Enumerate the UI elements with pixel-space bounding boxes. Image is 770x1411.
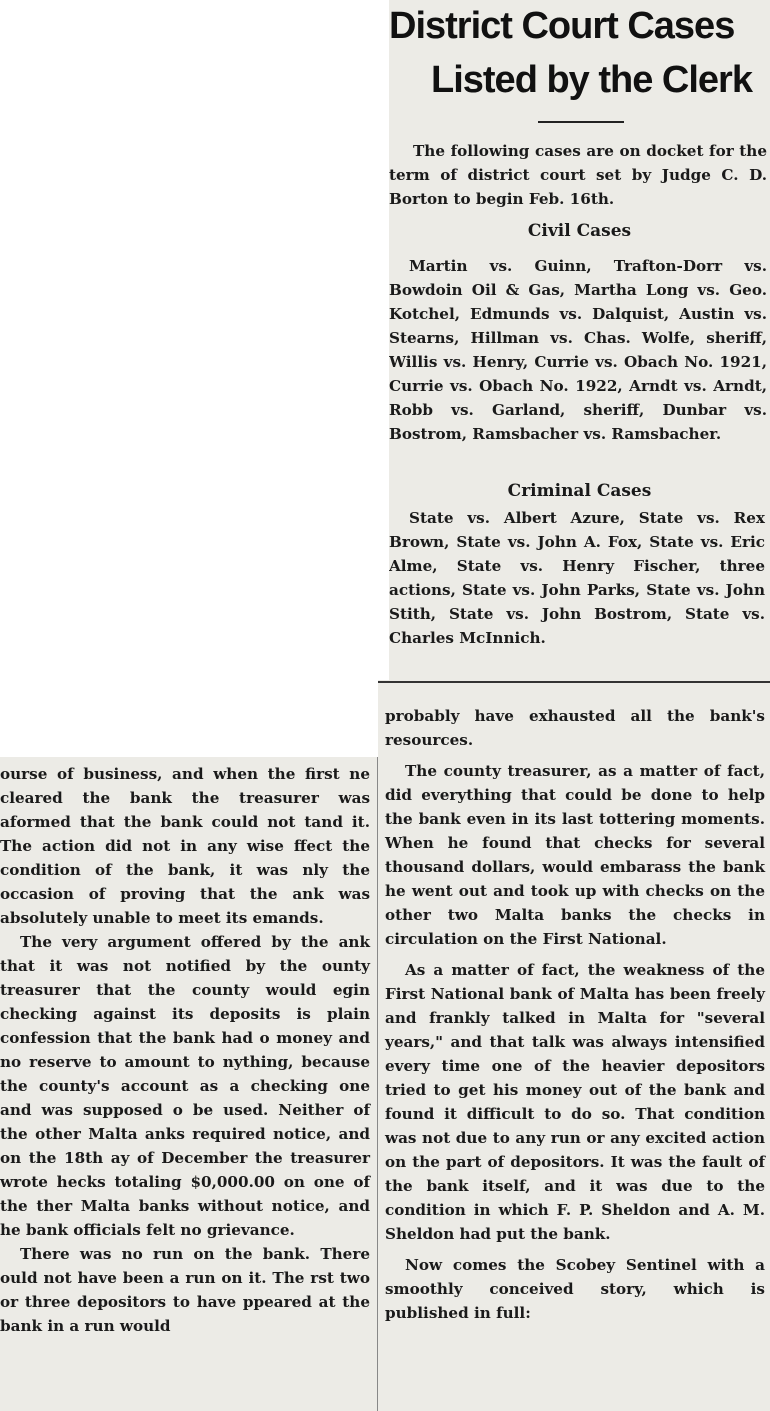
criminal-cases-heading: Criminal Cases <box>507 481 652 501</box>
article-divider <box>378 681 770 683</box>
right-paragraph-1: probably have exhausted all the bank's resources. <box>385 707 765 749</box>
civil-cases-list: Martin vs. Guinn, Trafton-Dorr vs. Bowdoin Oil & Gas, Martha Long vs. Geo. Kotchel, Edmunds vs. Dalquist, Austin vs. Stearns, Hillman vs. Chas. Wolfe, sheriff, Willis vs. Henry, Currie vs. Obach No. 1921, Currie vs. Obach No. 1922, Arndt vs. Arndt, Robb vs. Garland, sheriff, Dunbar vs. Bostrom, Ramsbacher vs. Ramsbacher. <box>389 257 767 443</box>
left-paragraph-2: The very argument offered by the ank that it was not notified by the ounty treasurer that the county would egin checking against its deposits is plain confession that the bank had o money and no reserve to amount to nything, because the county's account as a checking one and was supposed o be used. Neither of the other Malta anks required notice, and on the 18th ay of December the treasurer wrote hecks totaling $0,000.00 on one of the ther Malta banks without notice, and he bank officials felt no grievance. <box>0 933 370 1239</box>
right-paragraph-2: The county treasurer, as a matter of fact, did everything that could be done to help the bank even in its last tottering moments. When he found that checks for several thousand dollars, would embarass the bank he went out and took up with checks on the other two Malta banks the checks in circulation on the First National. <box>385 762 765 948</box>
right-column-text <box>385 704 765 1332</box>
criminal-cases-list: State vs. Albert Azure, State vs. Rex Brown, State vs. John A. Fox, State vs. Eric Alme, State vs. Henry Fischer, three actions, State vs. John Parks, State vs. John Stith, State vs. John Bostrom, State vs. Charles McInnich. <box>389 509 765 647</box>
civil-cases-heading: Civil Cases <box>527 221 632 241</box>
left-paragraph-3: There was no run on the bank. There ould not have been a run on it. The rst two or three depositors to have ppeared at the bank in a run would <box>0 1245 370 1335</box>
intro-paragraph: The following cases are on docket for the term of district court set by Judge C. D. Borton to begin Feb. 16th. <box>389 142 767 208</box>
right-paragraph-4: Now comes the Scobey Sentinel with a smoothly conceived story, which is published in full: <box>385 1256 765 1322</box>
left-paragraph-1: ourse of business, and when the first ne cleared the bank the treasurer was aformed that the bank could not tand it. The action did not in any wise ffect the condition of the bank, it was nly the occasion of proving that the ank was absolutely unable to meet its emands. <box>0 765 370 927</box>
headline-line-1: District Court Cases <box>389 5 735 47</box>
headline-line-2: Listed by the Clerk <box>431 59 752 101</box>
left-column-text <box>0 762 370 1338</box>
court-cases-article <box>389 0 770 680</box>
right-paragraph-3: As a matter of fact, the weakness of the First National bank of Malta has been freely and frankly talked in Malta for "several years," and that talk was always intensified every time one of the heavier depositors tried to get his money out of the bank and found it difficult to do so. That condition was not due to any run or any excited action on the part of depositors. It was the fault of the bank itself, and it was due to the condition in which F. P. Sheldon and A. M. Sheldon had put the bank. <box>385 961 765 1243</box>
column-divider <box>377 757 378 1411</box>
headline-rule <box>538 121 624 123</box>
